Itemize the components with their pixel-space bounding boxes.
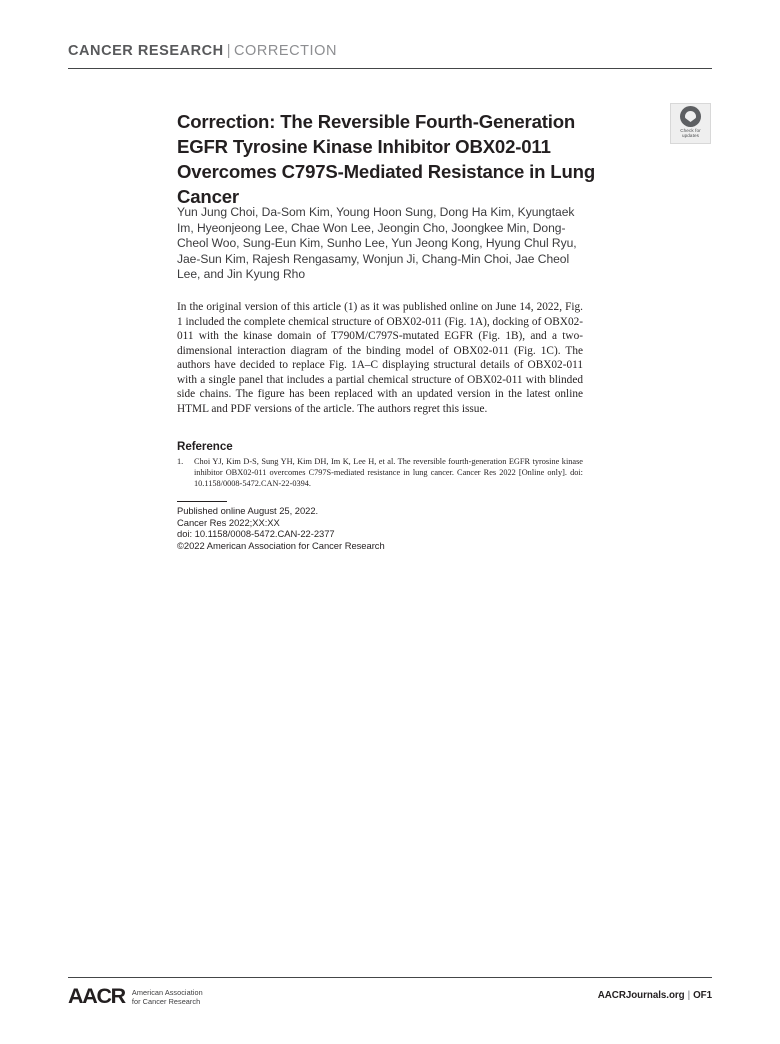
article-title: Correction: The Reversible Fourth-Generation EGFR Tyrosine Kinase Inhibitor OBX02-011 Overcomes C797S-Mediated Resistance in Lung Cancer — [177, 111, 595, 207]
aacr-logo-wordmark — [132, 988, 203, 1006]
check-for-updates-icon — [680, 106, 701, 127]
footer-meta — [598, 990, 712, 1001]
article-section-label: CORRECTION — [234, 43, 337, 59]
footer-rule — [68, 977, 712, 978]
aacr-logo-line1: American Association — [131, 987, 203, 997]
doi-line: doi: 10.1158/0008-5472.CAN-22-2377 — [177, 528, 335, 540]
check-for-updates-label-line1: Check for — [680, 128, 701, 133]
header-separator: | — [226, 43, 232, 59]
reference-item — [177, 456, 583, 490]
reference-number: 1. — [177, 457, 184, 466]
copyright-line: ©2022 American Association for Cancer Research — [177, 540, 385, 552]
correction-body-text: In the original version of this article (1) as it was published online on June 14, 2022, Fig. 1 included the complete chemical structure of OBX02-011 (Fig. 1A), docking of OBX02-011 with the kinase domain of T790M/C797S-mutated EGFR (Fig. 1B), and a two-dimensional interaction diagram of the binding model of OBX02-011 (Fig. 1C). The authors have decided to replace Fig. 1A–C displaying structural details of OBX02-011 with a single panel that includes a partial chemical structure of OBX02-011 with blinded side chains. The figure has been replaced with an updated version in the latest online HTML and PDF versions of the article. The authors regret this issue. — [177, 301, 583, 415]
author-list: Yun Jung Choi, Da-Som Kim, Young Hoon Sung, Dong Ha Kim, Kyungtaek Im, Hyeonjeong Lee, Chae Won Lee, Jeongin Cho, Joongkee Min, Dong-Cheol Woo, Sung-Eun Kim, Sunho Lee, Yun Jeong Kong, Hyung Chul Ryu, Jae-Sun Kim, Rajesh Rengasamy, Wonjun Ji, Chang-Min Choi, Jae Cheol Lee, and Jin Kyung Rho — [177, 205, 577, 282]
journal-citation: Cancer Res 2022;XX:XX — [177, 516, 280, 528]
reference-list — [177, 456, 583, 490]
page-number: OF1 — [693, 990, 712, 1001]
aacr-logo — [68, 986, 203, 1008]
check-for-updates-badge[interactable] — [670, 103, 711, 144]
check-for-updates-label-line2: updates — [681, 133, 700, 139]
publication-info — [177, 505, 507, 552]
reference-heading: Reference — [177, 440, 233, 453]
aacr-journals-link[interactable]: AACRJournals.org — [597, 990, 685, 1001]
reference-text: Choi YJ, Kim D-S, Sung YH, Kim DH, Im K, Lee H, et al. The reversible fourth-generation EGFR tyrosine kinase inhibitor OBX02-011 overcomes C797S-mediated resistance in lung cancer. Cancer Res 2022 [Online only]. doi: 10.1158/0008-5472.CAN-22-0394. — [194, 457, 583, 489]
aacr-logo-line2: for Cancer Research — [131, 996, 201, 1006]
published-date: Published online August 25, 2022. — [177, 505, 319, 516]
journal-name: CANCER RESEARCH — [68, 43, 224, 59]
header-rule — [68, 68, 712, 69]
aacr-logo-mark: AACR — [68, 984, 125, 1008]
running-head — [68, 43, 712, 59]
footer-separator: | — [687, 990, 691, 1001]
publication-info-rule — [177, 501, 227, 502]
